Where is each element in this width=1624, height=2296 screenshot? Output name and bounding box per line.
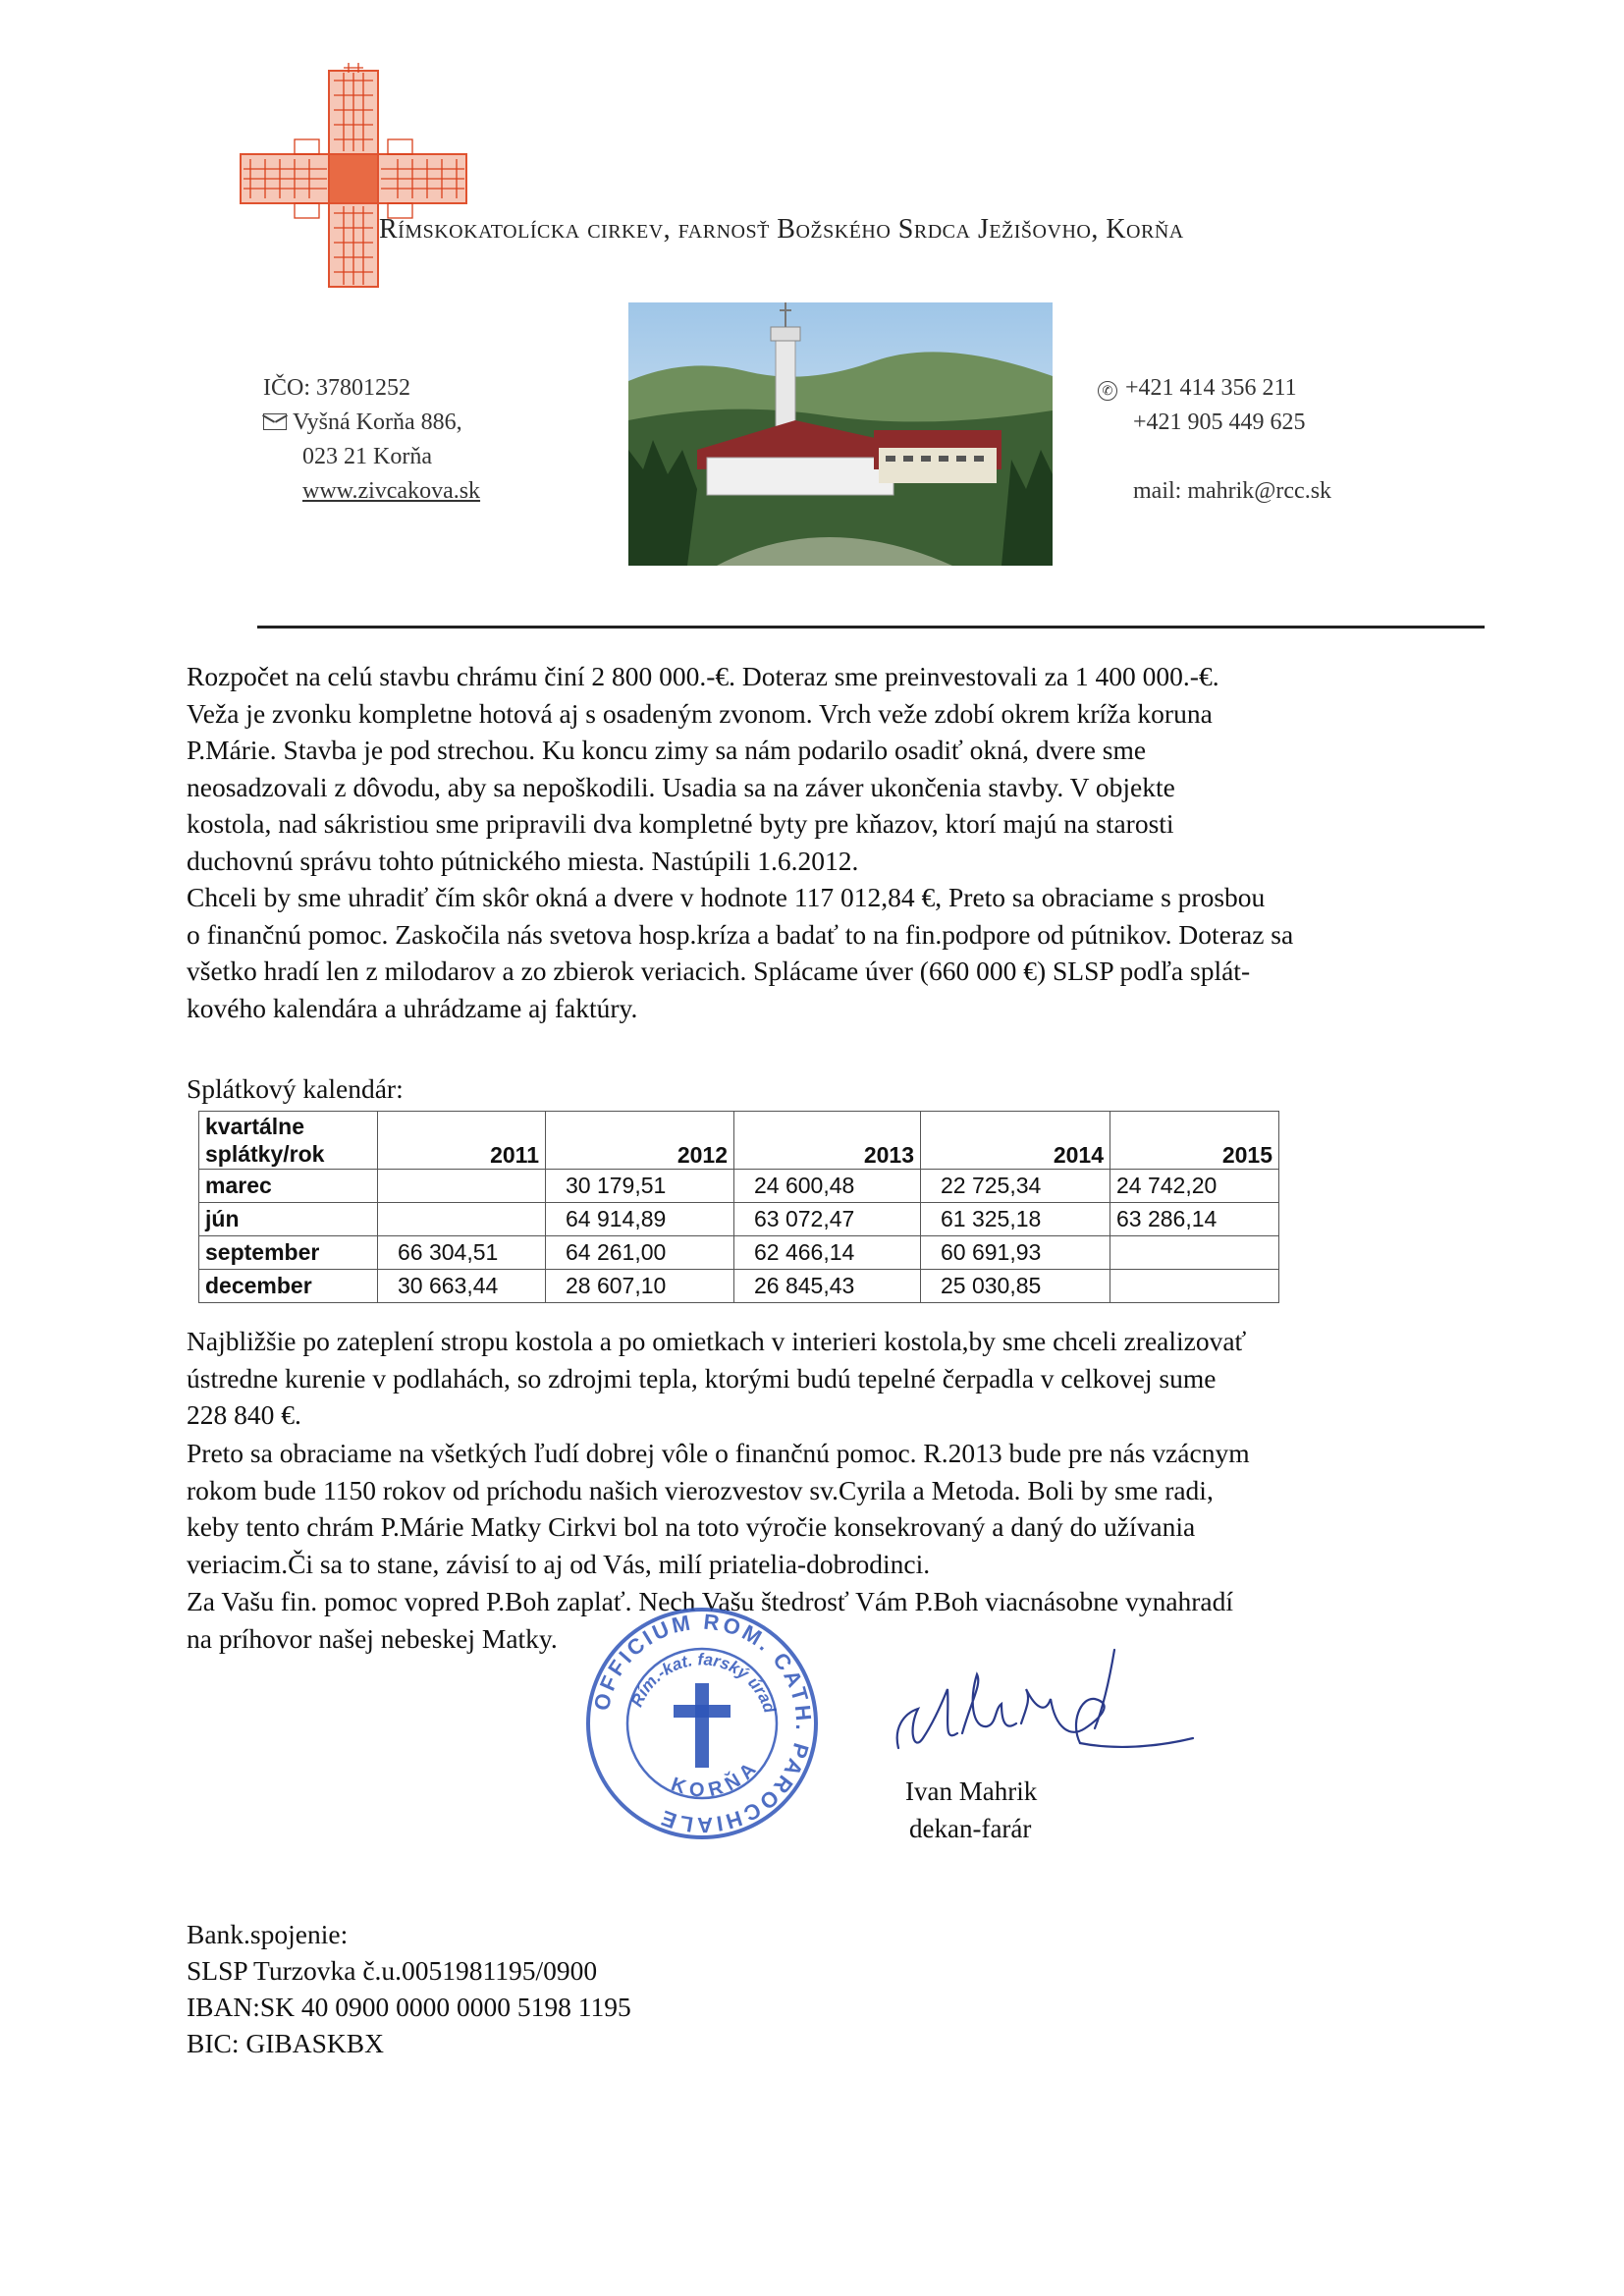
table-cell: 25 030,85 [921,1270,1110,1303]
table-row [199,1170,1279,1203]
table-cell: 64 261,00 [546,1236,734,1270]
paragraph-request [187,879,1293,1026]
table-row [199,1270,1279,1303]
table-row [199,1203,1279,1236]
text-line: o finančnú pomoc. Zaskočila nás svetova hosp.kríza a badať to na fin.podpore od pútnikov. Doteraz sa [187,918,1294,950]
table-cell: 66 304,51 [378,1236,546,1270]
table-cell [378,1170,546,1203]
signer-name: Ivan Mahrik [905,1777,1038,1806]
calendar-title: Splátkový kalendár: [187,1073,404,1104]
text-line: Rozpočet na celú stavbu chrámu činí 2 800 000.-€. Doteraz sme preinvestovali za 1 400 000.-€. [187,661,1219,691]
table-header-label: kvartálne splátky/rok [199,1112,378,1170]
table-cell [1110,1270,1279,1303]
mail-address[interactable]: mail: mahrik@rcc.sk [1133,478,1332,504]
signer-block [905,1773,1037,1847]
text-line: Preto sa obraciame na všetkých ľudí dobrej vôle o finančnú pomoc. R.2013 bude pre nás vzácnym [187,1438,1250,1468]
ico-number: IČO: 37801252 [263,375,410,401]
table-cell: 62 466,14 [734,1236,921,1270]
table-cell: 30 663,44 [378,1270,546,1303]
repayment-table [198,1111,1279,1303]
table-row [199,1236,1279,1270]
table-cell: 63 286,14 [1110,1203,1279,1236]
stamp-bottom-text: KORŇA [668,1754,765,1802]
table-cell: 61 325,18 [921,1203,1110,1236]
phone1[interactable]: +421 414 356 211 [1125,375,1297,401]
table-header-row [199,1112,1279,1170]
parish-stamp [581,1603,823,1844]
church-photo [628,302,1053,566]
text-line: P.Márie. Stavba je pod strechou. Ku koncu zimy sa nám podarilo osadiť okná, dvere sme [187,735,1147,765]
text-line: rokom bude 1150 rokov od príchodu našich vierozvestov sv.Cyrila a Metoda. Boli by sme radi, [187,1474,1214,1505]
year-header: 2012 [546,1112,734,1170]
paragraph-heating [187,1323,1246,1434]
text-line: 228 840 €. [187,1399,301,1430]
bank-details [187,1916,631,2061]
contact-right [1098,371,1331,509]
table-cell: 26 845,43 [734,1270,921,1303]
year-header: 2013 [734,1112,921,1170]
table-cell: 63 072,47 [734,1203,921,1236]
parish-logo [236,61,471,297]
text-line: všetko hradí len z milodarov a zo zbierok veriacich. Splácame úver (660 000 €) SLSP podľa splát- [187,956,1251,986]
text-line: kového kalendára a uhrádzame aj faktúry. [187,992,638,1023]
text-line: Najbližšie po zateplení stropu kostola a po omietkach v interieri kostola,by sme chceli zrealizovať [187,1326,1247,1356]
table-cell [378,1203,546,1236]
table-cell: 64 914,89 [546,1203,734,1236]
table-cell: 24 600,48 [734,1170,921,1203]
row-label: jún [199,1203,378,1236]
signer-title: dekan-farár [909,1814,1032,1843]
stamp-inner-text: Rím.-kat. farský úrad [626,1650,780,1716]
contact-left [263,371,480,509]
address-row [263,406,480,440]
year-header: 2015 [1110,1112,1279,1170]
text-line: kostola, nad sákristiou sme pripravili dva kompletné byty pre kňazov, ktorí majú na starosti [187,808,1174,839]
phone-row [1098,371,1331,406]
organization-name: Rímskokatolícka cirkev, farnosť Božského Srdca Ježišovho, Korňa [379,214,1184,245]
svg-text:KORŇA [669,1755,765,1802]
bank-title: Bank.spojenie: [187,1919,349,1949]
table-cell: 24 742,20 [1110,1170,1279,1203]
envelope-icon [263,413,287,430]
bank-bic: BIC: GIBASKBX [187,2028,384,2058]
text-line: na príhovor našej nebeskej Matky. [187,1622,558,1654]
phone-icon: ✆ [1098,381,1117,401]
text-line: veriacim.Či sa to stane, závisí to aj od Vás, milí priatelia-dobrodinci. [187,1548,931,1579]
text-line: Chceli by sme uhradiť čím skôr okná a dvere v hodnote 117 012,84 €, Preto sa obraciame s prosbou [187,882,1266,912]
bank-account: SLSP Turzovka č.u.0051981195/0900 [187,1955,598,1986]
cross-icon [674,1683,731,1768]
year-header: 2011 [378,1112,546,1170]
address-line1: Vyšná Korňa 886, [293,410,462,435]
table-cell: 22 725,34 [921,1170,1110,1203]
table-cell: 60 691,93 [921,1236,1110,1270]
stamp-outer-text: OFFICIUM ROM. CATH. PAROCHIALE [588,1609,817,1838]
row-label: marec [199,1170,378,1203]
text-line: neosadzovali z dôvodu, aby sa nepoškodili. Usadia sa na záver ukončenia stavby. V objekte [187,771,1175,802]
year-header: 2014 [921,1112,1110,1170]
row-label: september [199,1236,378,1270]
table-cell: 28 607,10 [546,1270,734,1303]
row-label: december [199,1270,378,1303]
text-line: Za Vašu fin. pomoc vopred P.Boh zaplať. Nech Vašu štedrosť Vám P.Boh viacnásobne vynahradí [187,1586,1234,1616]
text-line: keby tento chrám P.Márie Matky Cirkvi bol na toto výročie konsekrovaný a daný do užívania [187,1511,1196,1542]
text-line: Veža je zvonku kompletne hotová aj s osadeným zvonom. Vrch veže zdobí okrem kríža koruna [187,697,1213,729]
bank-iban: IBAN:SK 40 0900 0000 0000 5198 1195 [187,1992,631,2022]
table-cell [1110,1236,1279,1270]
website-link[interactable]: www.zivcakova.sk [302,478,481,504]
address-line2: 023 21 Korňa [302,444,432,469]
table-cell: 30 179,51 [546,1170,734,1203]
paragraph-appeal [187,1435,1250,1582]
text-line: ústredne kurenie v podlahách, so zdrojmi tepla, ktorými budú tepelné čerpadla v celkovej sume [187,1362,1217,1394]
text-line: duchovnú správu tohto pútnického miesta. Nastúpili 1.6.2012. [187,845,859,876]
paragraph-budget [187,658,1219,879]
phone2[interactable]: +421 905 449 625 [1133,410,1306,435]
header-divider [257,626,1485,629]
